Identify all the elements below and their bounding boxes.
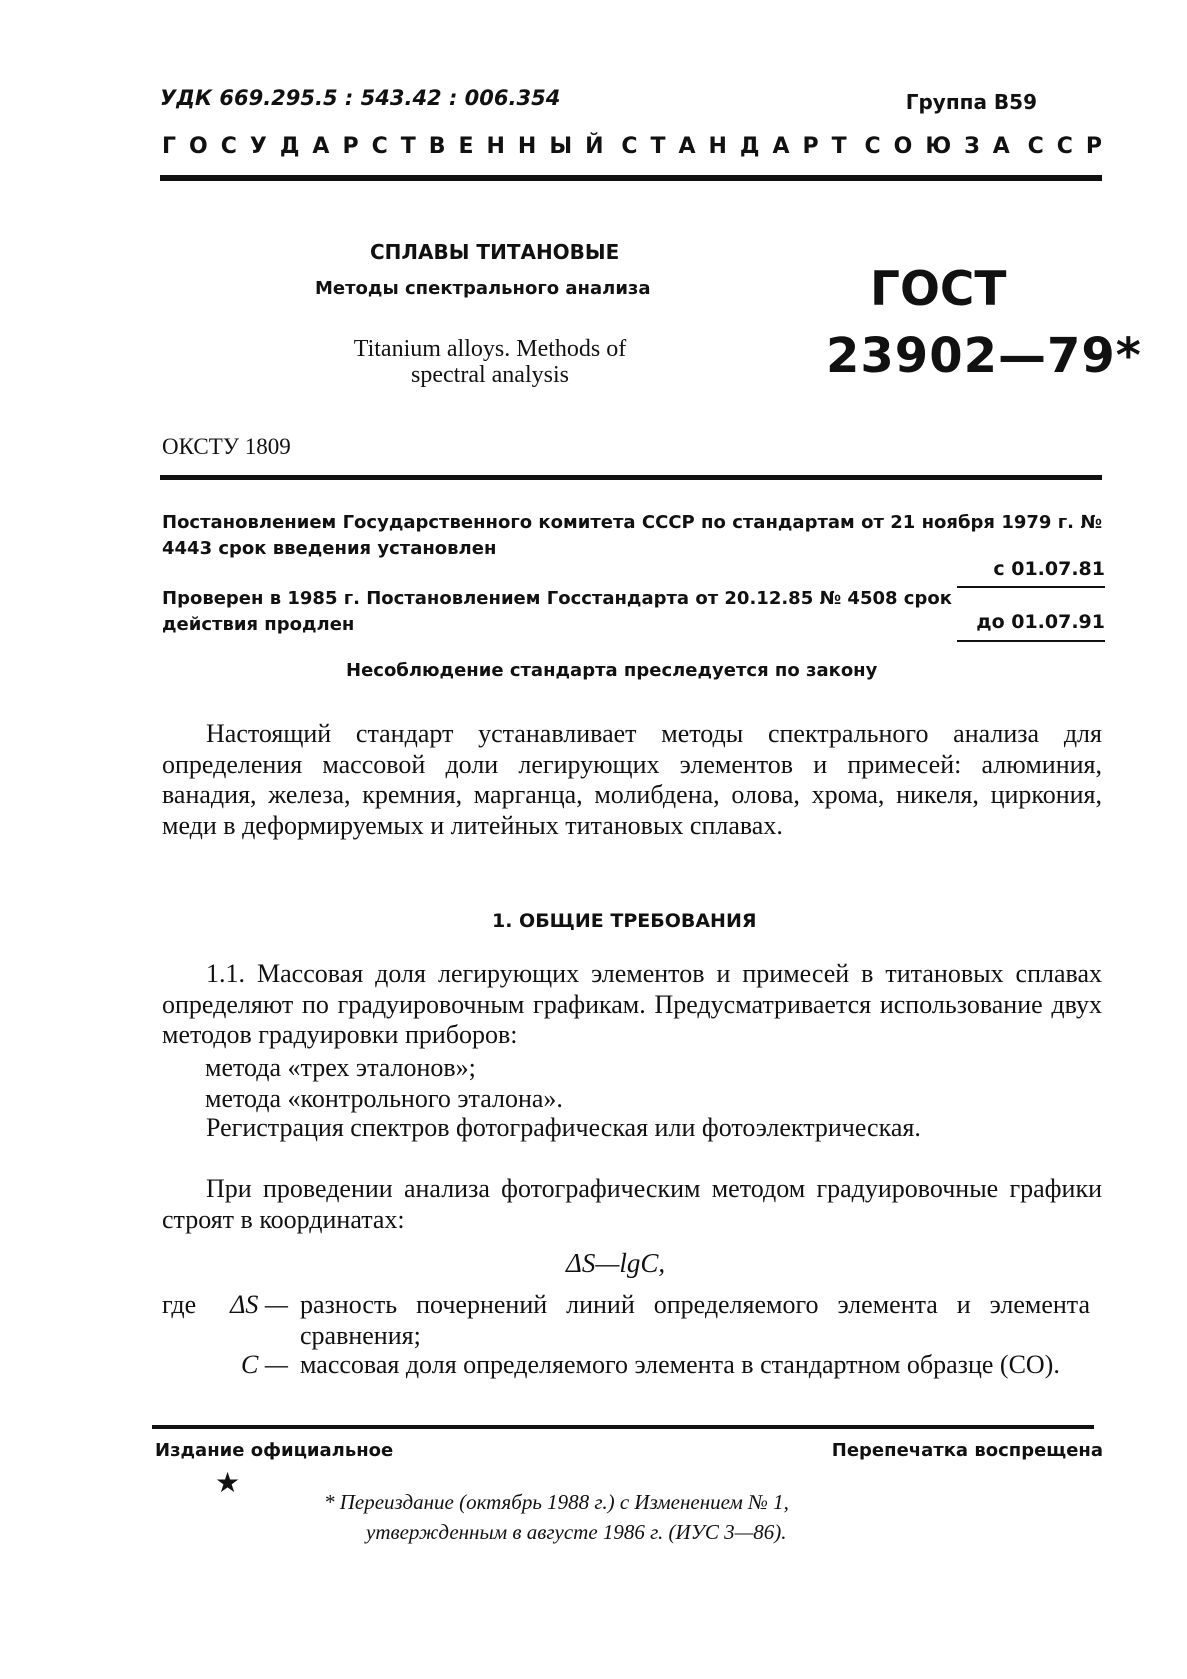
registration-paragraph: Регистрация спектров фотографическая или фотоэлектрическая.: [206, 1113, 921, 1142]
photo-method-paragraph: При проведении анализа фотографическим методом градуировочные графики строят в координатах:: [162, 1174, 1102, 1234]
header-rule-thick: [160, 175, 1102, 181]
definition-text: массовая доля определяемого элемента в стандартном образце (СО).: [300, 1350, 1060, 1379]
formula: ΔS—lgC,: [566, 1248, 666, 1278]
penalty-notice: Несоблюдение стандарта преследуется по закону: [346, 660, 878, 681]
date-rule: [957, 640, 1105, 642]
method-item: метода «трех эталонов»;: [205, 1053, 476, 1082]
title-ru: СПЛАВЫ ТИТАНОВЫЕ: [370, 240, 620, 264]
method-item: метода «контрольного эталона».: [205, 1084, 563, 1113]
reissue-note: * Переиздание (октябрь 1988 г.) с Изменением № 1,: [324, 1490, 789, 1514]
udk-code: УДК 669.295.5 : 543.42 : 006.354: [160, 86, 561, 110]
definition-text: разность почернений линий определяемого элемента и элемента сравнения;: [300, 1290, 1090, 1350]
gost-label: ГОСТ: [870, 262, 1007, 317]
official-edition: Издание официальное: [155, 1440, 394, 1461]
state-standard-heading: [162, 134, 1115, 159]
group-code: Группа В59: [905, 90, 1037, 114]
title-en: [300, 336, 680, 388]
subtitle-ru: Методы спектрального анализа: [315, 278, 651, 299]
where-label: где: [162, 1290, 197, 1319]
section-title: 1. ОБЩИЕ ТРЕБОВАНИЯ: [492, 910, 757, 932]
reprint-prohibited: Перепечатка воспрещена: [831, 1440, 1103, 1461]
state-standard-word: СТАНДАРТ: [621, 134, 860, 159]
gost-number: 23902—79*: [826, 328, 1142, 384]
title-en-line: spectral analysis: [411, 362, 569, 388]
decree-extension-text: Проверен в 1985 г. Постановлением Госстандарта от 20.12.85 № 4508 срок действия продлен: [162, 588, 952, 635]
definition-symbol: ΔS —: [230, 1290, 288, 1319]
intro-paragraph: Настоящий стандарт устанавливает методы спектрального анализа для определения массовой доли легирующих элементов и примесей: алюминия, ванадия, железа, кремния, марганца, молибдена, олова, хрома, никеля, циркония, меди в деформируемых и литейных титановых сплавах.: [162, 719, 1102, 840]
definition-delta-s: [228, 1290, 1093, 1350]
okstu-rule: [160, 475, 1102, 480]
reissue-note: утвержденным в августе 1986 г. (ИУС 3—86).: [366, 1520, 787, 1544]
date-effective: с 01.07.81: [993, 558, 1105, 580]
definition-symbol: C —: [241, 1350, 288, 1379]
star-icon: ★: [215, 1468, 241, 1499]
date-expiry: до 01.07.91: [976, 611, 1105, 633]
state-standard-word: СОЮЗА: [864, 134, 1023, 159]
decree-text: Постановлением Государственного комитета СССР по стандартам от 21 ноября 1979 г. № 4443 срок введения установлен: [162, 512, 1102, 559]
clause-1-1: 1.1. Массовая доля легирующих элементов и примесей в титановых сплавах определяют по градуировочным графикам. Предусматривается использование двух методов градуировки приборов:: [162, 959, 1102, 1049]
state-standard-word: ГОСУДАРСТВЕННЫЙ: [162, 134, 617, 159]
footer-rule: [152, 1425, 1094, 1429]
date-rule: [957, 586, 1105, 588]
definition-c: [228, 1350, 1093, 1381]
state-standard-word: ССР: [1027, 134, 1115, 159]
title-en-line: Titanium alloys. Methods of: [353, 336, 627, 362]
okstu-code: ОКСТУ 1809: [162, 434, 291, 459]
